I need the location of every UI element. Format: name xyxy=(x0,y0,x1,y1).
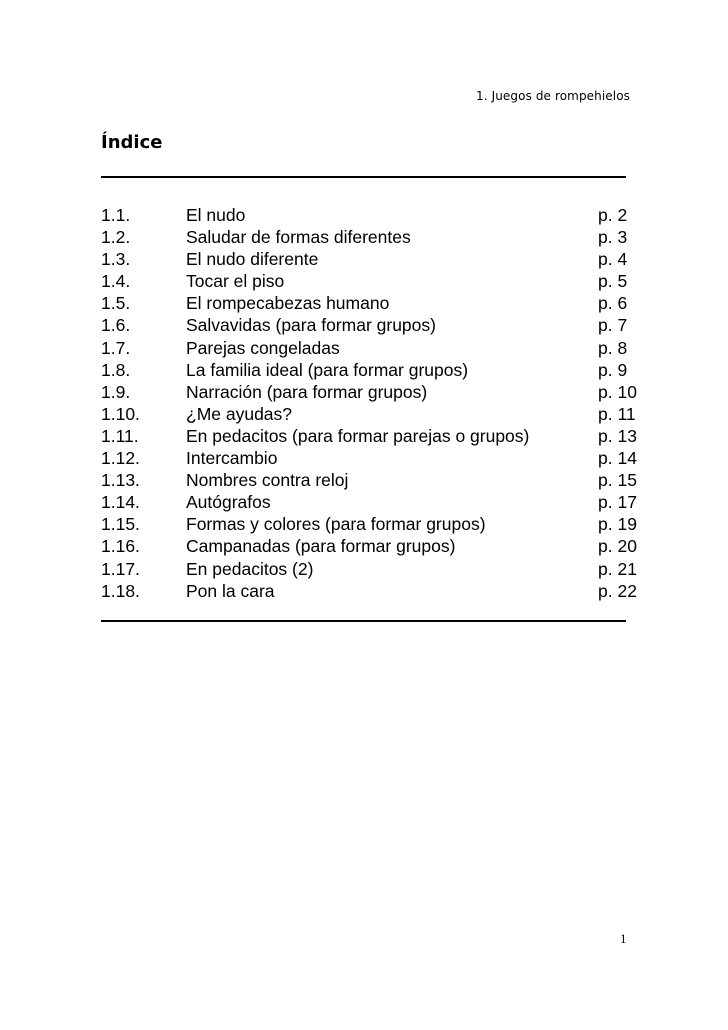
toc-entry-title: Saludar de formas diferentes xyxy=(186,227,411,248)
toc-entry-number: 1.16. xyxy=(101,536,140,557)
toc-entry xyxy=(101,403,646,425)
toc-entry xyxy=(101,359,646,381)
toc-entry xyxy=(101,270,646,292)
toc-entry-number: 1.8. xyxy=(101,359,131,380)
toc-entry xyxy=(101,314,646,336)
toc-entry-page: p. 11 xyxy=(598,403,636,424)
toc-entry-page: p. 19 xyxy=(598,514,637,535)
toc-entry-page: p. 9 xyxy=(598,359,628,380)
toc-entry xyxy=(101,292,646,314)
toc-entry-title: Intercambio xyxy=(186,448,278,469)
toc-entry-title: ¿Me ayudas? xyxy=(186,403,293,424)
toc-entry xyxy=(101,447,646,469)
toc-entry-page: p. 10 xyxy=(598,381,637,402)
toc-entry-title: Formas y colores (para formar grupos) xyxy=(186,514,486,535)
toc-entry-number: 1.6. xyxy=(101,315,131,336)
toc-entry xyxy=(101,425,646,447)
toc-entry-page: p. 5 xyxy=(598,271,628,292)
toc-entry-title: Autógrafos xyxy=(186,492,271,513)
toc-entry xyxy=(101,337,646,359)
toc-entry xyxy=(101,580,646,602)
toc-entry-title: Nombres contra reloj xyxy=(186,470,349,491)
toc-entry-page: p. 8 xyxy=(598,337,628,358)
toc-entry-page: p. 17 xyxy=(598,492,637,513)
toc-entry-page: p. 20 xyxy=(598,536,637,557)
toc-entry-title: Pon la cara xyxy=(186,580,275,601)
toc-entry-number: 1.1. xyxy=(101,205,131,225)
toc-entry-title: Campanadas (para formar grupos) xyxy=(186,536,456,557)
toc-entry-title: El nudo diferente xyxy=(186,249,319,270)
running-header: 1. Juegos de rompehielos xyxy=(476,89,630,103)
toc-entry-number: 1.18. xyxy=(101,580,140,601)
toc-entry-number: 1.3. xyxy=(101,249,131,270)
toc-entry-title: Narración (para formar grupos) xyxy=(186,381,428,402)
table-of-contents xyxy=(101,204,646,602)
toc-entry-page: p. 6 xyxy=(598,293,628,314)
toc-entry-page: p. 21 xyxy=(598,558,637,579)
toc-entry-title: En pedacitos (para formar parejas o grupos) xyxy=(186,425,530,446)
toc-entry-page: p. 4 xyxy=(598,249,628,270)
toc-entry xyxy=(101,558,646,580)
toc-entry-number: 1.13. xyxy=(101,470,140,491)
toc-entry-number: 1.7. xyxy=(101,337,131,358)
toc-entry-title: En pedacitos (2) xyxy=(186,558,314,579)
top-divider xyxy=(101,176,626,178)
page-title: Índice xyxy=(101,132,163,153)
toc-entry xyxy=(101,204,646,226)
toc-entry-number: 1.9. xyxy=(101,381,131,402)
toc-entry-title: La familia ideal (para formar grupos) xyxy=(186,359,469,380)
toc-entry xyxy=(101,469,646,491)
toc-entry xyxy=(101,381,646,403)
toc-entry-number: 1.17. xyxy=(101,558,140,579)
toc-entry xyxy=(101,226,646,248)
toc-entry-number: 1.11. xyxy=(101,425,139,446)
toc-entry xyxy=(101,513,646,535)
toc-entry-number: 1.4. xyxy=(101,271,131,292)
toc-entry-number: 1.15. xyxy=(101,514,140,535)
toc-entry-number: 1.12. xyxy=(101,448,140,469)
toc-entry-title: El nudo xyxy=(186,205,246,225)
page-number: 1 xyxy=(620,931,627,946)
toc-entry-title: Parejas congeladas xyxy=(186,337,340,358)
toc-entry-title: Tocar el piso xyxy=(186,271,285,292)
toc-entry-title: El rompecabezas humano xyxy=(186,293,390,314)
toc-entry-number: 1.5. xyxy=(101,293,131,314)
toc-entry-number: 1.2. xyxy=(101,227,131,248)
toc-entry xyxy=(101,248,646,270)
toc-entry-page: p. 2 xyxy=(598,205,628,225)
toc-entry-title: Salvavidas (para formar grupos) xyxy=(186,315,436,336)
toc-entry-number: 1.14. xyxy=(101,492,140,513)
toc-entry-page: p. 22 xyxy=(598,580,637,601)
toc-entry xyxy=(101,535,646,557)
toc-entry-page: p. 3 xyxy=(598,227,628,248)
bottom-divider xyxy=(101,620,626,622)
toc-entry-page: p. 7 xyxy=(598,315,628,336)
toc-entry xyxy=(101,491,646,513)
toc-entry-page: p. 14 xyxy=(598,448,637,469)
toc-entry-page: p. 13 xyxy=(598,425,637,446)
toc-entry-page: p. 15 xyxy=(598,470,637,491)
toc-entry-number: 1.10. xyxy=(101,403,140,424)
